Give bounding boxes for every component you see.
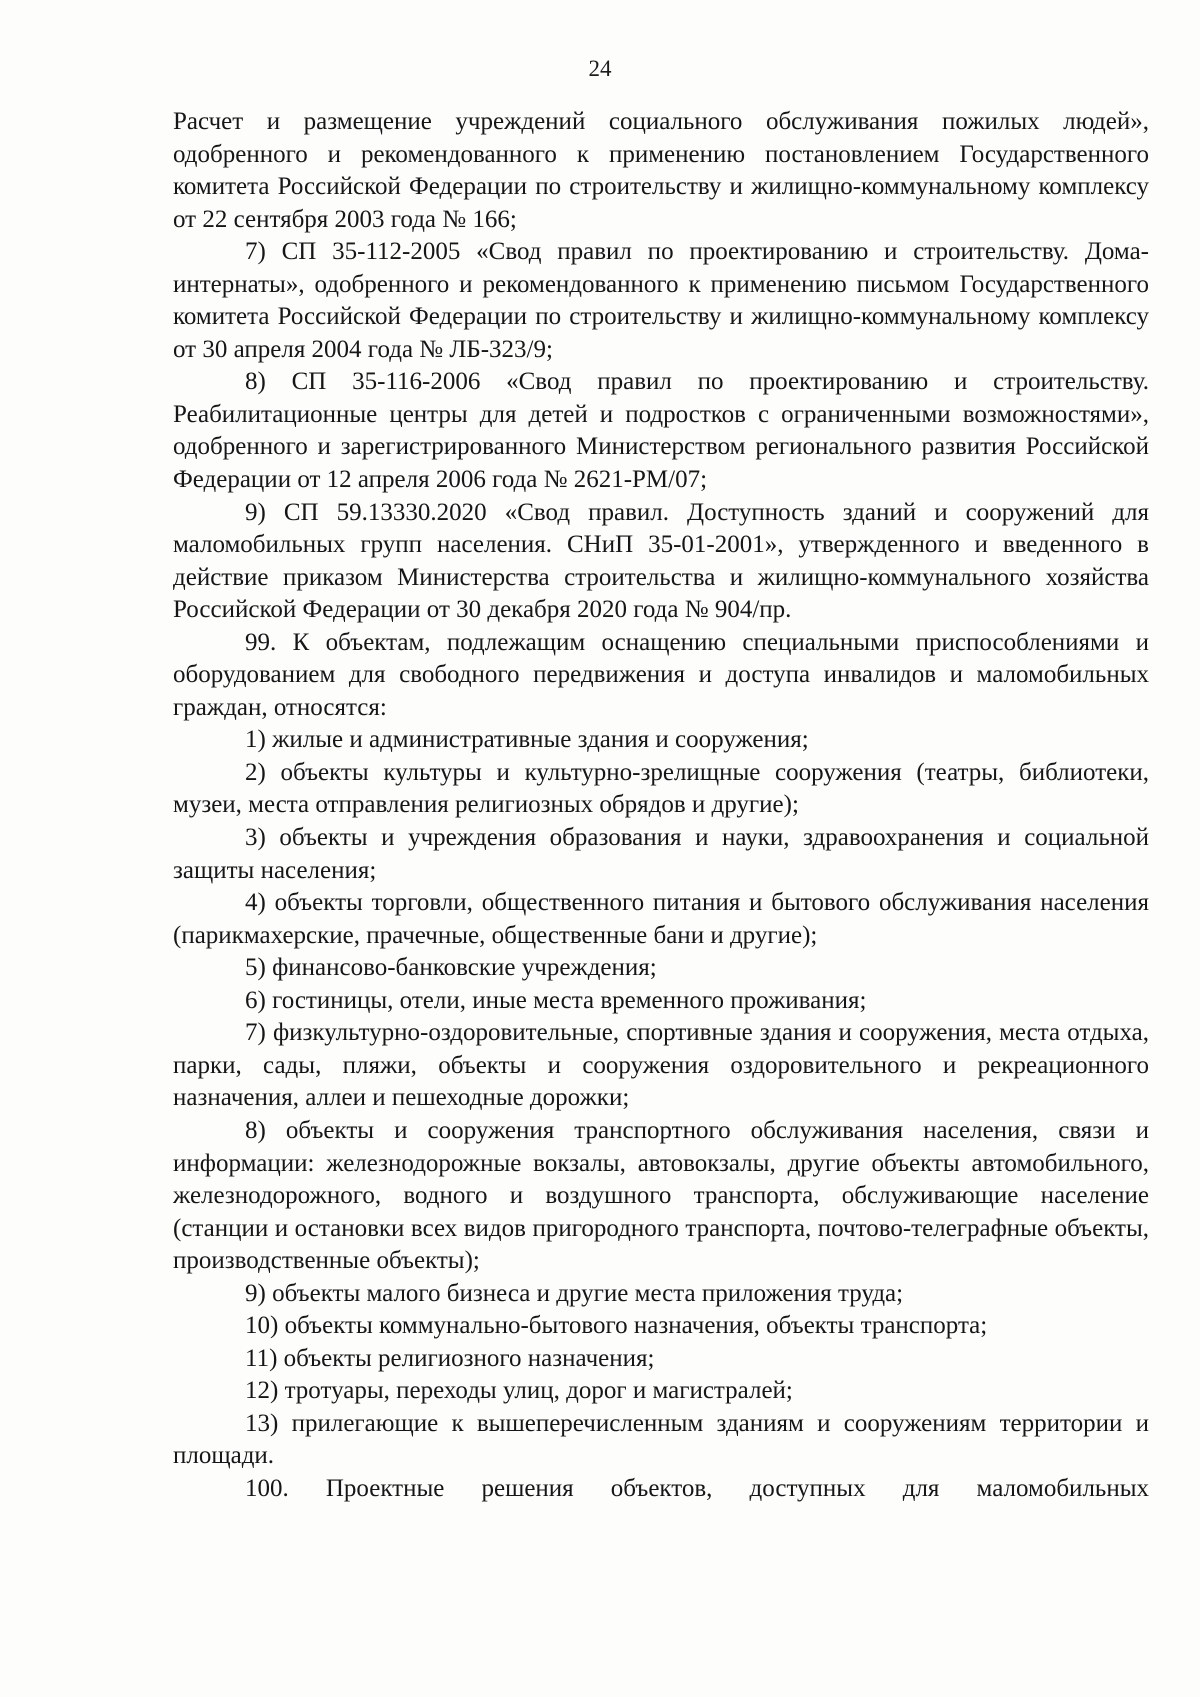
list-item-1: 1) жилые и административные здания и сооружения; <box>245 726 809 754</box>
paragraph-item-100: 100. Проектные решения объектов, доступных для маломобильных <box>245 1474 1149 1502</box>
list-item-6: 6) гостиницы, отели, иные места временного проживания; <box>245 986 867 1014</box>
paragraph-sp-35-116: 8) СП 35-116-2006 «Свод правил по проектированию и строительству. Реабилитационные центры для детей и подростков с ограниченными возможностями», одобренного и зарегистрированного Министерством регионального развития Российской Федерации от 12 апреля 2006 года № 2621-РМ/07; <box>173 368 1149 494</box>
list-item-8: 8) объекты и сооружения транспортного обслуживания населения, связи и информации: железнодорожные вокзалы, автовокзалы, другие объекты автомобильного, железнодорожного, водного и воздушного транспорта, обслуживающие население (станции и остановки всех видов пригородного транспорта, почтово-телеграфные объекты, производственные объекты); <box>173 1116 1149 1275</box>
list-item-4: 4) объекты торговли, общественного питания и бытового обслуживания населения (парикмахерские, прачечные, общественные бани и другие); <box>173 889 1149 949</box>
document-body <box>173 106 1149 1506</box>
list-item-3: 3) объекты и учреждения образования и науки, здравоохранения и социальной защиты населения; <box>173 824 1149 884</box>
list-item-12: 12) тротуары, переходы улиц, дорог и магистралей; <box>245 1377 793 1405</box>
paragraph-sp-35-112: 7) СП 35-112-2005 «Свод правил по проектированию и строительству. Дома-интернаты», одобренного и рекомендованного к применению письмом Государственного комитета Российской Федерации по строительству и жилищно-коммунальному комплексу от 30 апреля 2004 года № ЛБ-323/9; <box>173 238 1149 363</box>
list-item-11: 11) объекты религиозного назначения; <box>245 1344 655 1372</box>
page-number: 24 <box>588 56 612 81</box>
list-item-9: 9) объекты малого бизнеса и другие места приложения труда; <box>245 1279 904 1307</box>
list-item-7: 7) физкультурно-оздоровительные, спортивные здания и сооружения, места отдыха, парки, сады, пляжи, объекты и сооружения оздоровительного и рекреационного назначения, аллеи и пешеходные дорожки; <box>173 1019 1149 1112</box>
list-item-5: 5) финансово-банковские учреждения; <box>245 954 657 982</box>
list-item-13: 13) прилегающие к вышеперечисленным зданиям и сооружениям территории и площади. <box>173 1409 1149 1470</box>
paragraph-item-99: 99. К объектам, подлежащим оснащению специальными приспособлениями и оборудованием для свободного передвижения и доступа инвалидов и маломобильных граждан, относятся: <box>173 628 1149 721</box>
list-item-10: 10) объекты коммунально-бытового назначения, объекты транспорта; <box>245 1312 988 1340</box>
paragraph-sp-59: 9) СП 59.13330.2020 «Свод правил. Доступность зданий и сооружений для маломобильных групп населения. СНиП 35-01-2001», утвержденного и введенного в действие приказом Министерства строительства и жилищно-коммунального хозяйства Российской Федерации от 30 декабря 2020 года № 904/пр. <box>173 498 1149 624</box>
paragraph-sp-35-109-continuation: Расчет и размещение учреждений социального обслуживания пожилых людей», одобренного и рекомендованного к применению постановлением Государственного комитета Российской Федерации по строительству и жилищно-коммунальному комплексу от 22 сентября 2003 года № 166; <box>173 108 1149 233</box>
list-item-2: 2) объекты культуры и культурно-зрелищные сооружения (театры, библиотеки, музеи, места отправления религиозных обрядов и другие); <box>173 758 1149 819</box>
